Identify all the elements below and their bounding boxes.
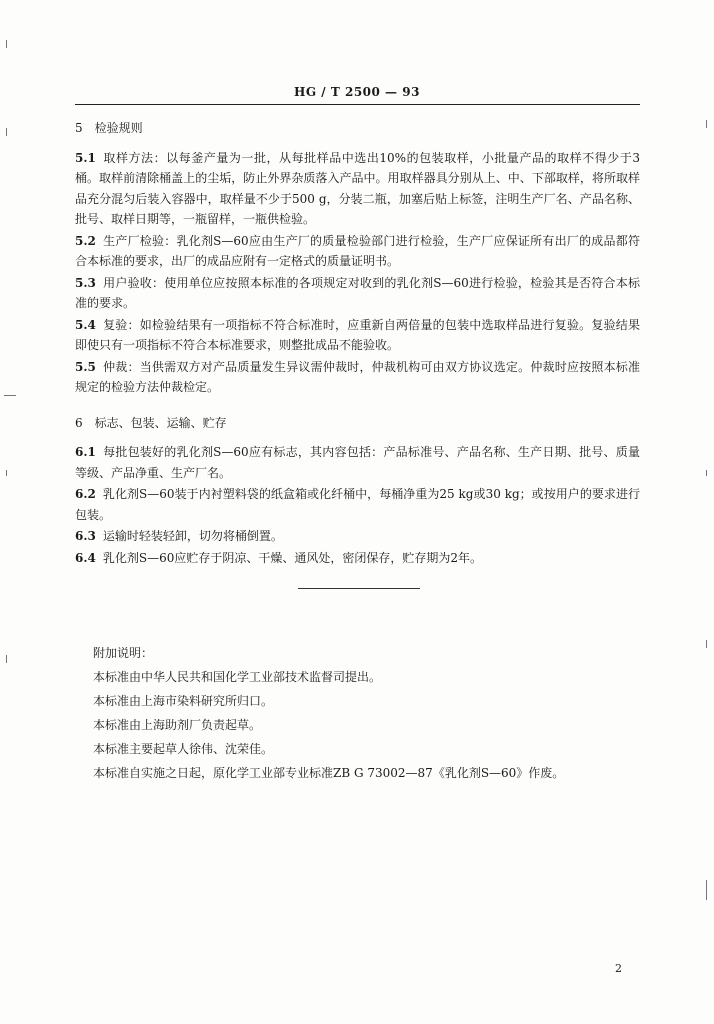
- appendix-line: 本标准自实施之日起，原化学工业部专业标准ZB G 73002—87《乳化剂S—60》作废。: [93, 766, 565, 780]
- clause-6-3: [75, 526, 640, 547]
- scan-mark: [6, 655, 7, 663]
- appendix-line: 本标准由上海市染料研究所归口。: [93, 694, 274, 708]
- body-content: [75, 118, 640, 569]
- scan-mark: [6, 128, 7, 136]
- section-6-title: [75, 413, 640, 434]
- appendix-line: 本标准由上海助剂厂负责起草。: [93, 718, 262, 732]
- clause-text: 仲裁：当供需双方对产品质量发生异议需仲裁时，仲裁机构可由双方协议选定。仲裁时应按照本标准规定的检验方法仲裁检定。: [75, 359, 640, 394]
- clause-text: 乳化剂S—60应贮存于阴凉、干燥、通风处，密闭保存，贮存期为2年。: [102, 550, 483, 565]
- clause-text: 复验：如检验结果有一项指标不符合标准时，应重新自两倍量的包装中选取样品进行复验。复验结果即使只有一项指标不符合本标准要求，则整批成品不能验收。: [75, 317, 640, 352]
- clause-text: 每批包装好的乳化剂S—60应有标志，其内容包括：产品标准号、产品名称、生产日期、批号、质量等级、产品净重、生产厂名。: [75, 445, 640, 480]
- clause-number: 6.1: [75, 445, 96, 459]
- appendix-title: 附加说明：: [93, 646, 154, 660]
- clause-number: 5.3: [75, 275, 96, 290]
- clause-number: 5.4: [75, 317, 96, 332]
- section-number: 5: [75, 121, 83, 135]
- clause-5-5: [75, 357, 640, 398]
- spacer: [75, 399, 640, 413]
- clause-text: 取样方法：以每釜产量为一批，从每批样品中选出10%的包装取样，小批量产品的取样不得少于3桶。取样前清除桶盖上的尘垢，防止外界杂质落入产品中。用取样器具分别从上、中、下部取样，将所取样品充分混匀后装入容器中，取样量不少于500 g，分装二瓶，加塞后贴上标签，注明生产厂名、产品名称、批号、取样日期等，一瓶留样，一瓶供检验。: [75, 150, 640, 226]
- appendix-line: 本标准由中华人民共和国化学工业部技术监督司提出。: [93, 670, 382, 684]
- scan-mark: [6, 470, 7, 476]
- clause-text: 生产厂检验：乳化剂S—60应由生产厂的质量检验部门进行检验，生产厂应保证所有出厂的成品都符合本标准的要求，出厂的成品应附有一定格式的质量证明书。: [75, 233, 640, 268]
- page-header: HG / T 2500 — 93: [294, 85, 420, 99]
- clause-number: 5.1: [75, 150, 96, 165]
- clause-number: 6.3: [75, 529, 96, 543]
- clause-5-1: [75, 148, 640, 230]
- scan-mark: [4, 395, 16, 396]
- clause-5-4: [75, 315, 640, 356]
- scan-mark: [706, 880, 707, 900]
- page-number: 2: [615, 962, 622, 975]
- scan-mark: [706, 640, 707, 648]
- appendix-line: 本标准主要起草人徐伟、沈荣佳。: [93, 742, 274, 756]
- end-divider: [298, 588, 420, 589]
- clause-number: 5.5: [75, 359, 96, 374]
- section-heading: 标志、包装、运输、贮存: [94, 415, 227, 430]
- clause-6-2: [75, 484, 640, 525]
- clause-number: 6.2: [75, 487, 96, 501]
- scan-mark: [706, 470, 707, 476]
- clause-text: 用户验收：使用单位应按照本标准的各项规定对收到的乳化剂S—60进行检验，检验其是否符合本标准的要求。: [75, 275, 640, 310]
- clause-text: 运输时轻装轻卸，切勿将桶倒置。: [102, 529, 283, 543]
- clause-5-2: [75, 231, 640, 272]
- section-number: 6: [75, 415, 83, 430]
- additional-notes: [93, 641, 633, 785]
- header-rule: [75, 104, 640, 105]
- clause-5-3: [75, 273, 640, 314]
- clause-number: 5.2: [75, 233, 96, 248]
- section-5-title: [75, 118, 640, 139]
- section-heading: 检验规则: [94, 121, 143, 135]
- scan-mark: [6, 40, 7, 48]
- clause-text: 乳化剂S—60装于内衬塑料袋的纸盒箱或化纤桶中，每桶净重为25 kg或30 kg；或按用户的要求进行包装。: [75, 487, 640, 522]
- clause-6-1: [75, 442, 640, 483]
- clause-6-4: [75, 548, 640, 569]
- clause-number: 6.4: [75, 550, 96, 565]
- scan-mark: [706, 120, 707, 128]
